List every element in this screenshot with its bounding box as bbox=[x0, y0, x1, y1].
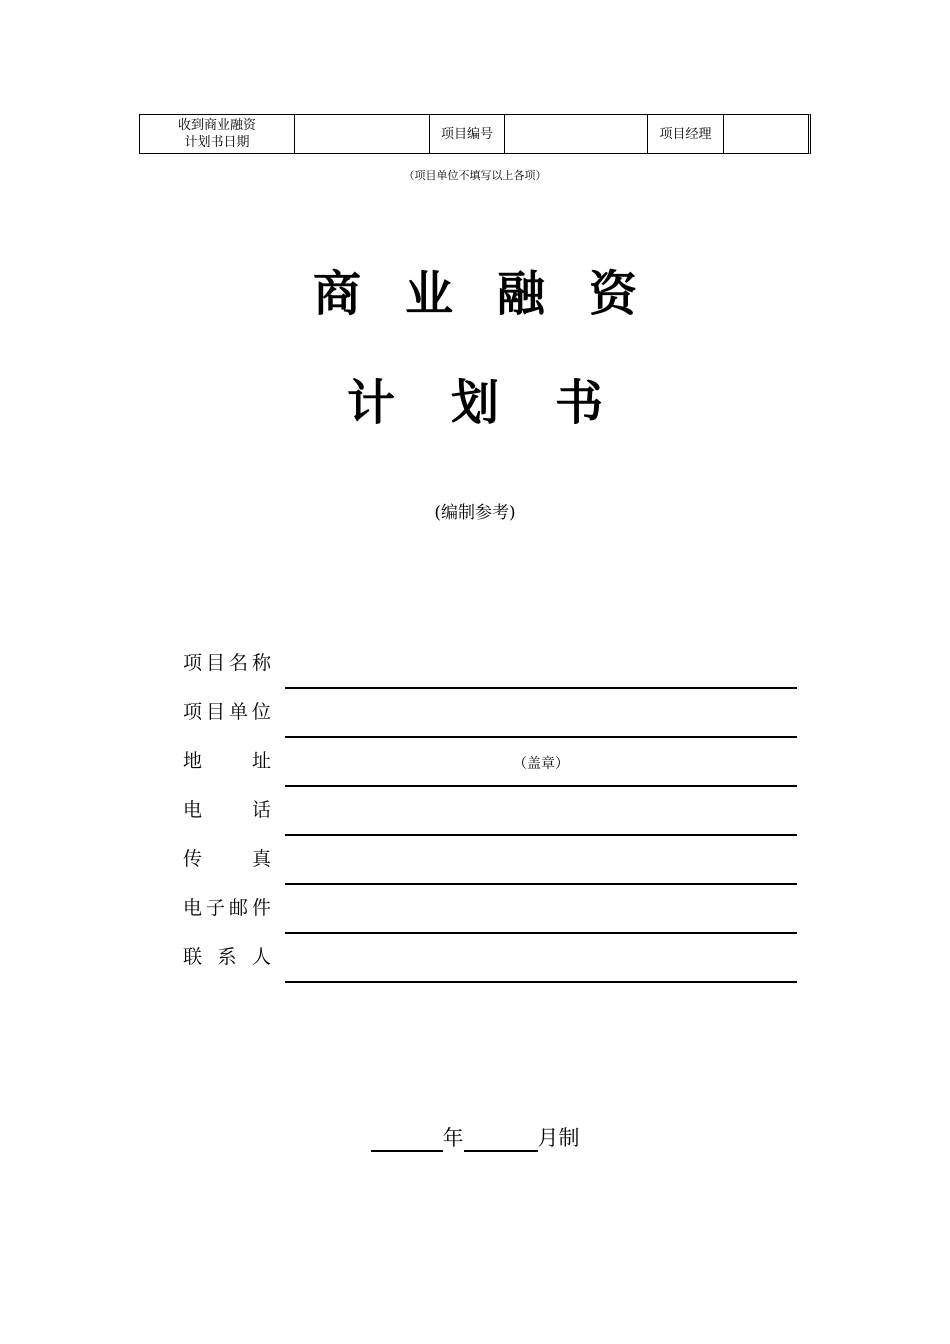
project-unit-label: 项 目 单 位 bbox=[183, 701, 271, 723]
document-title-line2: 计划书 bbox=[346, 375, 659, 431]
project-name-label: 项 目 名 称 bbox=[183, 652, 271, 674]
received-date-label bbox=[140, 115, 295, 153]
year-blank[interactable] bbox=[371, 1120, 443, 1152]
received-label-line1: 收到商业融资 bbox=[177, 118, 256, 133]
seal-hint: （盖章） bbox=[513, 756, 569, 772]
received-date-field[interactable] bbox=[295, 115, 430, 153]
header-note: （项目单位不填写以上各项） bbox=[403, 169, 547, 182]
month-blank[interactable] bbox=[464, 1120, 538, 1152]
applicant-info-form bbox=[183, 640, 797, 983]
form-row-fax bbox=[183, 836, 797, 885]
form-row-phone bbox=[183, 787, 797, 836]
fax-label: 传 真 bbox=[183, 848, 271, 870]
project-no-label: 项目编号 bbox=[430, 115, 505, 153]
document-title-line1: 商业融资 bbox=[312, 266, 681, 322]
date-line bbox=[0, 1120, 950, 1152]
year-suffix: 年 bbox=[442, 1126, 464, 1150]
project-manager-field[interactable] bbox=[724, 115, 808, 153]
project-manager-label: 项目经理 bbox=[648, 115, 724, 153]
month-suffix: 月制 bbox=[537, 1126, 580, 1150]
document-subtitle: (编制参考) bbox=[434, 503, 516, 523]
email-label: 电 子 邮 件 bbox=[183, 897, 271, 919]
header-table bbox=[139, 114, 811, 154]
address-label: 地 址 bbox=[183, 750, 271, 772]
received-label-line2: 计划书日期 bbox=[184, 135, 250, 150]
project-no-field[interactable] bbox=[505, 115, 648, 153]
contact-person-label: 联 系 人 bbox=[183, 946, 271, 968]
form-row-address bbox=[183, 738, 797, 787]
form-row-email bbox=[183, 885, 797, 934]
form-row-project-name bbox=[183, 640, 797, 689]
phone-label: 电 话 bbox=[183, 799, 271, 821]
form-row-contact-person bbox=[183, 934, 797, 983]
contact-person-field[interactable] bbox=[285, 981, 797, 983]
